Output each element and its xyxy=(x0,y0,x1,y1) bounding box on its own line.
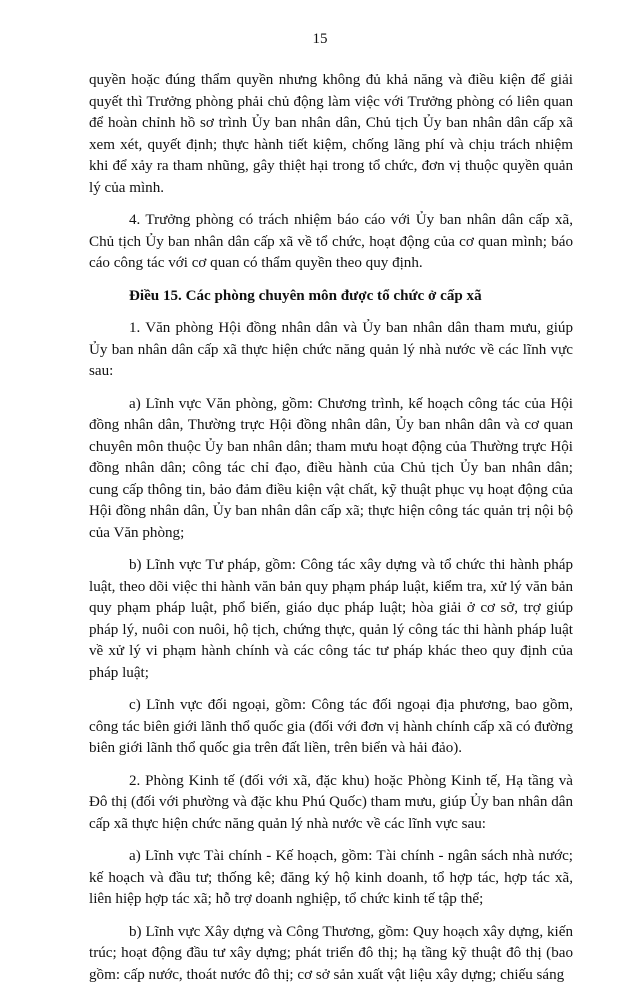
document-body xyxy=(89,70,573,986)
paragraph-item-b-construction: b) Lĩnh vực Xây dựng và Công Thương, gồm: Quy hoạch xây dựng, kiến trúc; hoạt động đầu tư xây dựng; phát triển đô thị; hạ tầng kỹ thuật đô thị (bao gồm: cấp nước, thoát nước đô thị; cơ sở sản xuất vật liệu xây dựng; chiếu sáng xyxy=(89,922,573,986)
paragraph-item-a-office: a) Lĩnh vực Văn phòng, gồm: Chương trình, kế hoạch công tác của Hội đồng nhân dân, Thường trực Hội đồng nhân dân, Ủy ban nhân dân và cơ quan chuyên môn thuộc Ủy ban nhân dân; tham mưu hoạt động của Thường trực Hội đồng nhân dân; công tác chỉ đạo, điều hành của Chủ tịch Ủy ban nhân dân; cung cấp thông tin, bảo đảm điều kiện vật chất, kỹ thuật phục vụ hoạt động của Hội đồng nhân dân, Ủy ban nhân dân cấp xã; thực hiện công tác quản trị nội bộ của Văn phòng; xyxy=(89,394,573,545)
article-15-heading: Điều 15. Các phòng chuyên môn được tổ chức ở cấp xã xyxy=(89,286,573,308)
paragraph-item-c-foreign-affairs: c) Lĩnh vực đối ngoại, gồm: Công tác đối ngoại địa phương, bao gồm, công tác biên giới lãnh thổ quốc gia (đối với đơn vị hành chính cấp xã có đường biên giới lãnh thổ quốc gia trên đất liền, trên biển và hải đảo). xyxy=(89,695,573,760)
paragraph-clause-1: 1. Văn phòng Hội đồng nhân dân và Ủy ban nhân dân tham mưu, giúp Ủy ban nhân dân cấp xã thực hiện chức năng quản lý nhà nước về các lĩnh vực sau: xyxy=(89,318,573,383)
page-number: 15 xyxy=(0,30,640,48)
paragraph-clause-2: 2. Phòng Kinh tế (đối với xã, đặc khu) hoặc Phòng Kinh tế, Hạ tầng và Đô thị (đối với phường và đặc khu Phú Quốc) tham mưu, giúp Ủy ban nhân dân cấp xã thực hiện chức năng quản lý nhà nước về các lĩnh vực sau: xyxy=(89,771,573,836)
paragraph-item-a-finance: a) Lĩnh vực Tài chính - Kế hoạch, gồm: Tài chính - ngân sách nhà nước; kế hoạch và đầu tư; thống kê; đăng ký hộ kinh doanh, tổ hợp tác, hợp tác xã, liên hiệp hợp tác xã; hỗ trợ doanh nghiệp, tổ chức kinh tế tập thể; xyxy=(89,846,573,911)
paragraph-continuation: quyền hoặc đúng thẩm quyền nhưng không đủ khả năng và điều kiện để giải quyết thì Trưởng phòng phải chủ động làm việc với Trưởng phòng có liên quan để hoàn chỉnh hồ sơ trình Ủy ban nhân dân, Chủ tịch Ủy ban nhân dân cấp xã xem xét, quyết định; thực hành tiết kiệm, chống lãng phí và chịu trách nhiệm khi để xảy ra tham nhũng, gây thiệt hại trong tổ chức, đơn vị thuộc quyền quản lý của mình. xyxy=(89,70,573,199)
paragraph-clause-4: 4. Trưởng phòng có trách nhiệm báo cáo với Ủy ban nhân dân cấp xã, Chủ tịch Ủy ban nhân dân cấp xã về tổ chức, hoạt động của cơ quan mình; báo cáo công tác với cơ quan có thẩm quyền theo quy định. xyxy=(89,210,573,275)
paragraph-item-b-justice: b) Lĩnh vực Tư pháp, gồm: Công tác xây dựng và tổ chức thi hành pháp luật, theo dõi việc thi hành văn bản quy phạm pháp luật, kiểm tra, xử lý văn bản quy phạm pháp luật, phổ biến, giáo dục pháp luật; hòa giải ở cơ sở, trợ giúp pháp lý, nuôi con nuôi, hộ tịch, chứng thực, quản lý công tác thi hành pháp luật về xử lý vi phạm hành chính và các công tác tư pháp khác theo quy định của pháp luật; xyxy=(89,555,573,684)
